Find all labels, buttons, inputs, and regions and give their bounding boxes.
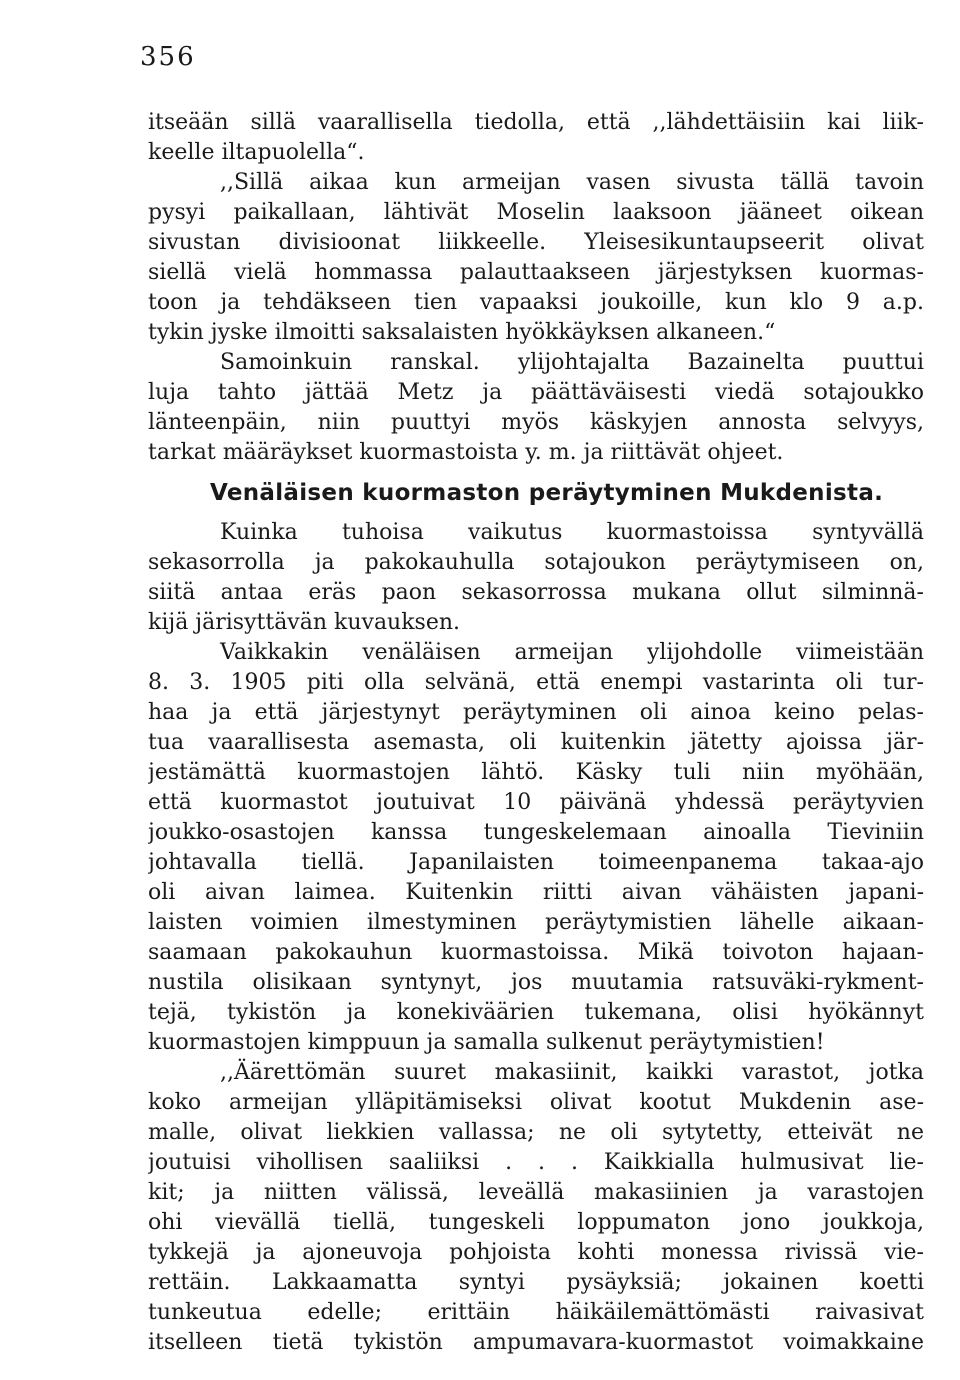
text-line: siitä antaa eräs paon sekasorrossa mukana ollut silminnä- bbox=[148, 580, 924, 605]
text-line: sivustan divisioonat liikkeelle. Yleisesikuntaupseerit olivat bbox=[148, 230, 924, 255]
text-line: itselleen tietä tykistön ampumavara-kuormastot voimakkaine bbox=[148, 1330, 924, 1355]
text-line: itseään sillä vaarallisella tiedolla, että ,,lähdettäisiin kai liik- bbox=[148, 110, 924, 135]
text-line: siellä vielä hommassa palauttaakseen järjestyksen kuormas- bbox=[148, 260, 924, 285]
text-line: laisten voimien ilmestyminen peräytymistien lähelle aikaan- bbox=[148, 910, 924, 935]
text-line: keelle iltapuolella“. bbox=[148, 140, 365, 165]
section-heading: Venäläisen kuormaston peräytyminen Mukdenista. bbox=[210, 480, 884, 506]
text-line: tykin jyske ilmoitti saksalaisten hyökkäyksen alkaneen.“ bbox=[148, 320, 776, 345]
text-line: johtavalla tiellä. Japanilaisten toimeenpanema takaa-ajo bbox=[148, 850, 924, 875]
text-line: saamaan pakokauhun kuormastoissa. Mikä toivoton hajaan- bbox=[148, 940, 924, 965]
text-line: oli aivan laimea. Kuitenkin riitti aivan vähäisten japani- bbox=[148, 880, 924, 905]
text-line: kuormastojen kimppuun ja samalla sulkenut peräytymistien! bbox=[148, 1030, 825, 1055]
text-line: ,,Sillä aikaa kun armeijan vasen sivusta tällä tavoin bbox=[220, 170, 924, 195]
text-line: Samoinkuin ranskal. ylijohtajalta Bazainelta puuttui bbox=[220, 350, 924, 375]
text-line: ,,Äärettömän suuret makasiinit, kaikki varastot, jotka bbox=[220, 1060, 924, 1085]
text-line: tarkat määräykset kuormastoista y. m. ja riittävät ohjeet. bbox=[148, 440, 784, 465]
text-line: malle, olivat liekkien vallassa; ne oli sytytetty, etteivät ne bbox=[148, 1120, 924, 1145]
text-line: jestämättä kuormastojen lähtö. Käsky tuli niin myöhään, bbox=[148, 760, 924, 785]
text-line: 8. 3. 1905 piti olla selvänä, että enempi vastarinta oli tur- bbox=[148, 670, 924, 695]
text-line: tejä, tykistön ja konekiväärien tukemana, olisi hyökännyt bbox=[148, 1000, 924, 1025]
text-line: tua vaarallisesta asemasta, oli kuitenkin jätetty ajoissa jär- bbox=[148, 730, 924, 755]
text-line: tykkejä ja ajoneuvoja pohjoista kohti monessa rivissä vie- bbox=[148, 1240, 924, 1265]
text-line: että kuormastot joutuivat 10 päivänä yhdessä peräytyvien bbox=[148, 790, 924, 815]
text-line: luja tahto jättää Metz ja päättäväisesti viedä sotajoukko bbox=[148, 380, 924, 405]
text-line: sekasorrolla ja pakokauhulla sotajoukon peräytymiseen on, bbox=[148, 550, 924, 575]
text-line: joutuisi vihollisen saaliiksi . . . Kaikkialla hulmusivat lie- bbox=[148, 1150, 924, 1175]
text-line: joukko-osastojen kanssa tungeskelemaan ainoalla Tieviniin bbox=[148, 820, 924, 845]
text-line: länteenpäin, niin puuttyi myös käskyjen annosta selvyys, bbox=[148, 410, 924, 435]
text-line: Vaikkakin venäläisen armeijan ylijohdolle viimeistään bbox=[220, 640, 924, 665]
text-line: nustila olisikaan syntynyt, jos muutamia ratsuväki-rykment- bbox=[148, 970, 924, 995]
text-line: pysyi paikallaan, lähtivät Moselin laaksoon jääneet oikean bbox=[148, 200, 924, 225]
text-line: kijä järisyttävän kuvauksen. bbox=[148, 610, 461, 635]
text-line: ohi vievällä tiellä, tungeskeli loppumaton jono joukkoja, bbox=[148, 1210, 924, 1235]
text-line: kit; ja niitten välissä, leveällä makasiinien ja varastojen bbox=[148, 1180, 924, 1205]
page-number: 356 bbox=[140, 42, 196, 72]
text-line: haa ja että järjestynyt peräytyminen oli ainoa keino pelas- bbox=[148, 700, 924, 725]
text-line: Kuinka tuhoisa vaikutus kuormastoissa syntyvällä bbox=[220, 520, 924, 545]
body-text bbox=[148, 108, 924, 1358]
text-line: tunkeutua edelle; erittäin häikäilemättömästi raivasivat bbox=[148, 1300, 924, 1325]
text-line: koko armeijan ylläpitämiseksi olivat kootut Mukdenin ase- bbox=[148, 1090, 924, 1115]
text-line: rettäin. Lakkaamatta syntyi pysäyksiä; jokainen koetti bbox=[148, 1270, 924, 1295]
text-line: toon ja tehdäkseen tien vapaaksi joukoille, kun klo 9 a.p. bbox=[148, 290, 924, 315]
